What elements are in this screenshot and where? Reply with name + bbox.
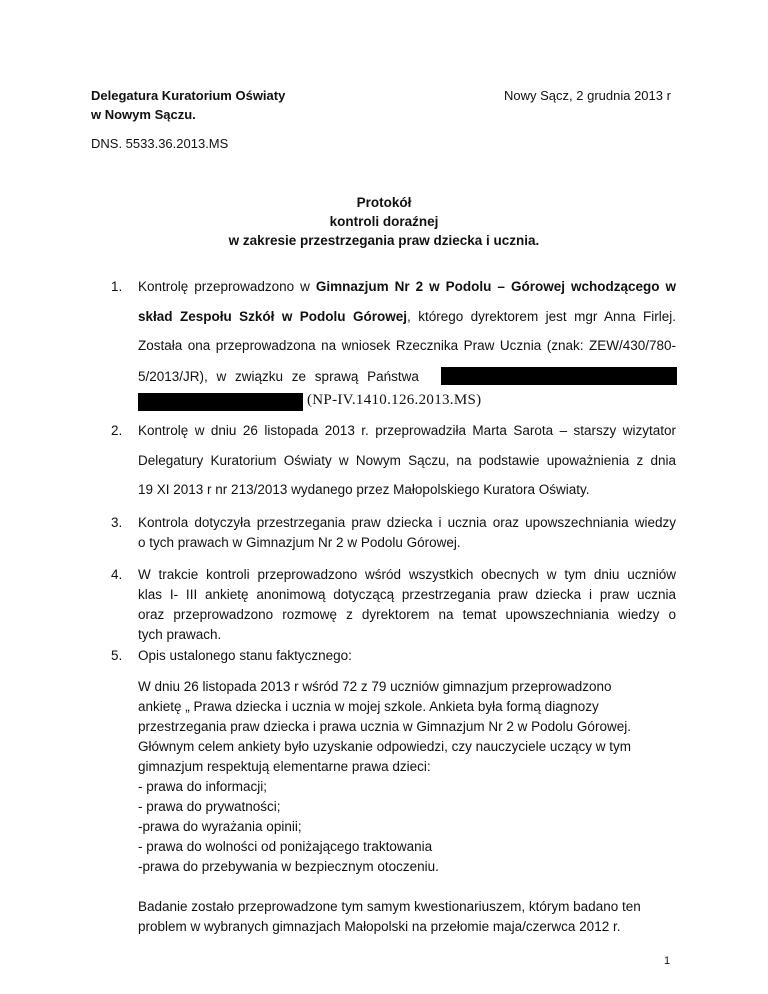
item1-number: 1.: [111, 279, 123, 294]
item4-line2: klas I- III ankietę anonimową dotyczącą przestrzegania praw dziecka i praw ucznia: [138, 587, 676, 602]
item1-line3: Została ona przeprowadzona na wniosek Rzecznika Praw Ucznia (znak: ZEW/430/780-: [138, 338, 676, 353]
item3-number: 3.: [111, 515, 123, 530]
list-item: -prawa do przebywania w bezpiecznym otoczeniu.: [138, 859, 439, 874]
title-line1: Protokół: [356, 195, 412, 210]
item5-heading: Opis ustalonego stanu faktycznego:: [138, 648, 352, 663]
place-date: Nowy Sącz, 2 grudnia 2013 r: [504, 88, 671, 103]
item5-number: 5.: [111, 648, 123, 663]
item2-line3: 19 XI 2013 r nr 213/2013 wydanego przez Małopolskiego Kuratora Oświaty.: [138, 482, 590, 497]
paragraph-line: Badanie zostało przeprowadzone tym samym kwestionariuszem, którym badano ten: [138, 899, 641, 914]
paragraph-line: przestrzegania praw dziecka i prawa ucznia w Gimnazjum Nr 2 w Podolu Górowej.: [138, 719, 631, 734]
item4-line4: tych prawach.: [138, 627, 222, 642]
item1-line2: [138, 309, 676, 324]
item3-line2: o tych prawach w Gimnazjum Nr 2 w Podolu Górowej.: [138, 535, 461, 550]
item1-line2-text: , którego dyrektorem jest mgr Anna Firlej.: [407, 309, 676, 324]
paragraph-line: problem w wybranych gimnazjach Małopolski na przełomie maja/czerwca 2012 r.: [138, 919, 621, 934]
list-item: - prawa do informacji;: [138, 779, 268, 794]
paragraph-line: Głównym celem ankiety było uzyskanie odpowiedzi, czy nauczyciele uczący w tym: [138, 739, 631, 754]
list-item: -prawa do wyrażania opinii;: [138, 819, 302, 834]
title-line2: kontroli doraźnej: [329, 214, 439, 229]
list-item: - prawa do wolności od poniżającego traktowania: [138, 839, 433, 854]
item3-line1: Kontrola dotyczyła przestrzegania praw dziecka i ucznia oraz upowszechniania wiedzy: [138, 515, 676, 530]
org-name-line2: w Nowym Sączu.: [91, 107, 196, 122]
school-name: Gimnazjum Nr 2 w Podolu – Górowej wchodzącego w: [315, 279, 676, 294]
item4-line3: oraz przeprowadzono rozmowę z dyrektorem na temat upowszechniania wiedzy o: [138, 607, 676, 622]
title-line3: w zakresie przestrzegania praw dziecka i ucznia.: [228, 233, 540, 248]
paragraph-line: W dniu 26 listopada 2013 r wśród 72 z 79 uczniów gimnazjum przeprowadzono: [138, 679, 612, 694]
item4-line1: W trakcie kontroli przeprowadzono wśród wszystkich obecnych w tym dniu uczniów: [138, 567, 676, 582]
reference-number: DNS. 5533.36.2013.MS: [91, 136, 229, 151]
item2-line1: Kontrolę w dniu 26 listopada 2013 r. przeprowadziła Marta Sarota – starszy wizytator: [138, 423, 676, 438]
paragraph-line: gimnazjum respektują elementarne prawa dzieci:: [138, 759, 431, 774]
paragraph-line: ankietę „ Prawa dziecka i ucznia w mojej szkole. Ankieta była formą diagnozy: [138, 699, 599, 714]
item1-line1-text: Kontrolę przeprowadzono w: [138, 279, 316, 294]
list-item: - prawa do prywatności;: [138, 799, 281, 814]
redaction-block: [138, 393, 303, 411]
item2-number: 2.: [111, 423, 123, 438]
item4-number: 4.: [111, 567, 123, 582]
item1-line4: 5/2013/JR), w związku ze sprawą Państwa: [138, 369, 419, 384]
redaction-block: [441, 367, 677, 385]
case-reference: (NP-IV.1410.126.2013.MS): [307, 392, 482, 408]
item1-line1: [138, 279, 676, 294]
item2-line2: Delegatury Kuratorium Oświaty w Nowym Sączu, na podstawie upoważnienia z dnia: [138, 453, 676, 468]
page-number: 1: [664, 955, 671, 967]
school-complex-name: skład Zespołu Szkół w Podolu Górowej: [138, 309, 407, 324]
org-name-line1: Delegatura Kuratorium Oświaty: [91, 88, 286, 103]
